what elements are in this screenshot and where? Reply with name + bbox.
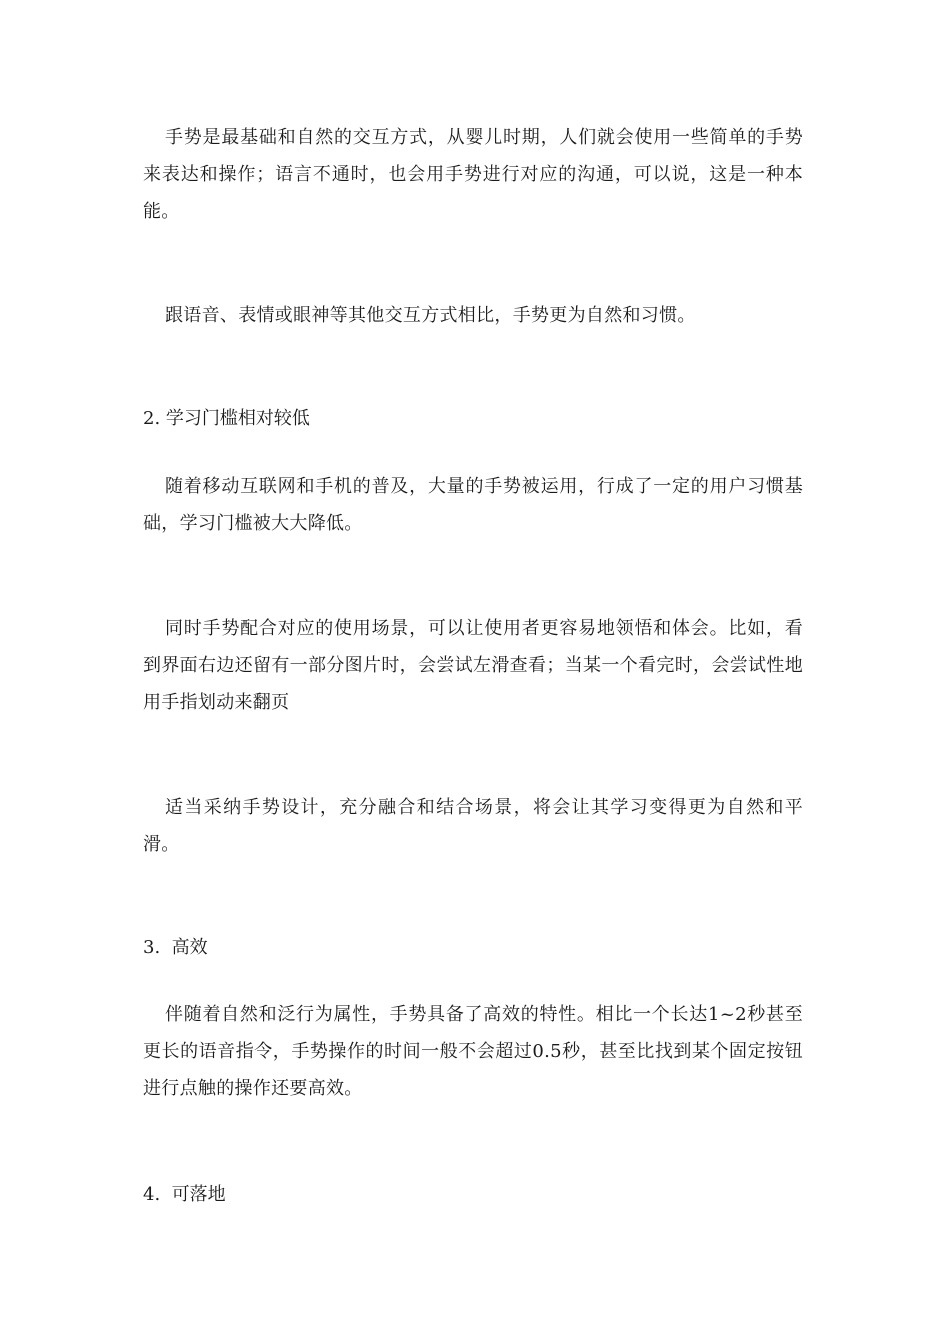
section-heading-2: 2. 学习门槛相对较低 [143, 408, 310, 429]
paragraph-gesture-natural: 跟语音、表情或眼神等其他交互方式相比，手势更为自然和习惯。 [165, 305, 696, 326]
paragraph-gesture-basic: 手势是最基础和自然的交互方式，从婴儿时期，人们就会使用一些简单的手势来表达和操作；语言不通时，也会用手势进行对应的沟通，可以说，这是一种本能。 [143, 127, 803, 222]
section-heading-3: 3. 高效 [143, 937, 208, 958]
paragraph-usage-scene: 同时手势配合对应的使用场景，可以让使用者更容易地领悟和体会。比如，看到界面右边还留有一部分图片时，会尝试左滑查看；当某一个看完时，会尝试性地用手指划动来翻页 [143, 618, 803, 713]
paragraph-mobile-popularity: 随着移动互联网和手机的普及，大量的手势被运用，行成了一定的用户习惯基础，学习门槛被大大降低。 [143, 476, 803, 534]
paragraph-adopt-gesture: 适当采纳手势设计，充分融合和结合场景，将会让其学习变得更为自然和平滑。 [143, 797, 803, 855]
paragraph-efficiency: 伴随着自然和泛行为属性，手势具备了高效的特性。相比一个长达1~2秒甚至更长的语音指令，手势操作的时间一般不会超过0.5秒，甚至比找到某个固定按钮进行点触的操作还要高效。 [143, 1004, 803, 1099]
section-heading-4: 4. 可落地 [143, 1184, 226, 1205]
